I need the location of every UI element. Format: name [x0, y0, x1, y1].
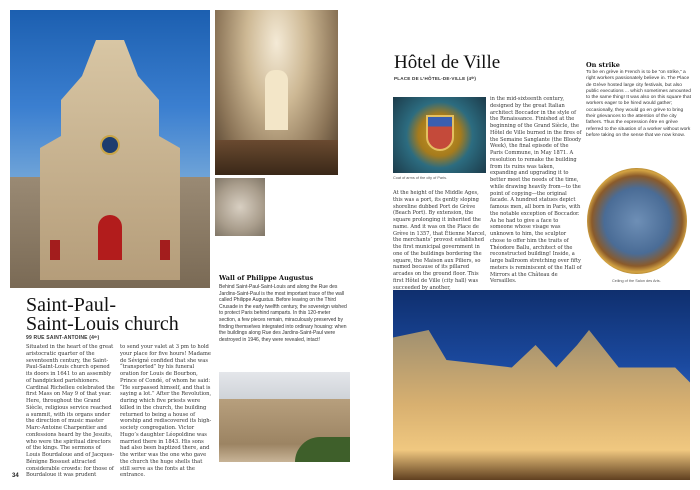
hotel-body-column-1: At the height of the Middle Ages, this was a port, its gently sloping shoreline dubbed Port de Grève (Beach Port). By extension, the square prolonging it inherited the name. And it was on the Place de Grève in 1357, that Étienne Marcel, the merchants’ provost established the first municipal government in one of the buildings bordering the square, the Maison aux Piliers, so named because of its pillared arcades on the ground floor. This first Hôtel de Ville (city hall) was succeeded by another, [393, 190, 487, 291]
page-number: 34 [12, 473, 19, 479]
church-interior-photo [215, 10, 338, 175]
ceiling-medallion-photo [587, 168, 687, 274]
strike-sidebar-text: To be en grève in French is to be “on strike,” a right workers passionately believe in. The Place de Grève hosted large city festivals, but also public executions ... which sometimes amounted to the same thing! It was also on this square that workers eager to be hired would gather; occasionally, they would go en grève to bring their grievances to the attention of the city fathers. Thus the expression être en grève referred to the situation of a worker without work before taking on the sense that we now know. [586, 70, 691, 138]
ceiling-caption: Ceiling of the Salon des Arts. [612, 279, 661, 283]
medieval-wall-photo [219, 372, 350, 462]
church-facade-photo [10, 10, 210, 288]
hotel-de-ville-night-photo [393, 290, 690, 480]
body-column-1: Situated in the heart of the great aristocratic quarter of the seventeenth century, the Saint-Paul-Saint-Louis church opened its doors in 1641 to an assembly of handpicked parishioners. Cardinal Richelieu celebrated the first Mass on May 9 of that year. Here, throughout the Grand Siècle, religious service reached a summit, with its organs under the direction of music master Marc-Antoine Charpentier and confessions heard by the Jesuits, who were the spiritual directors of the kings. The sermons of Louis Bourdaloue and of Jacques-Bénigne Bossuet attracted considerable crowds: for those of Bourdaloue it was prudent [26, 344, 115, 479]
sculpture-photo [215, 178, 265, 236]
title-line-2: Saint-Louis church [26, 313, 179, 335]
sidebar-title: Wall of Philippe Augustus [219, 274, 314, 282]
hotel-body-column-2: in the mid-sixteenth century, designed by the great Italian architect Boccador in the style of the Renaissance. Finished at the beginning of the Grand Siècle, the Hôtel de Ville burned in the fires of the Semaine Sanglante (the Bloody Week), the final episode of the Paris Commune, in May 1871. A resolution to remake the building from its ruins was taken, expanding and upgrading it to better meet the needs of the time, while drawing heavily from—to the point of copying—the original facade. A hundred statues depict famous men, all born in Paris, with the notable exception of Boccador. As he had to give a face to someone whose visage was unknown to him, the sculptor chose to offer him the traits of Théodore Ballu, architect of the reconstructed building! Inside, a large ballroom stretching over fifty meters is reminiscent of the Hall of Mirrors at the Château de Versailles. [490, 96, 582, 285]
coat-caption: Coat of arms of the city of Paris. [393, 176, 448, 180]
sidebar-text: Behind Saint-Paul-Saint-Louis and along the Rue des Jardins-Saint-Paul is the most important trace of the wall called Philippe Augustus. Before leaving on the Third Crusade in the early twelfth century, the sovereign wished to protect Paris behind ramparts. In this 120-meter section, a few pieces remain, miraculously preserved by finding themselves integrated into ordinary housing: when the buildings along Rue des Jardins-Saint-Paul were destroyed in 1946, they were revealed, intact! [219, 284, 347, 343]
title-line-1: Saint-Paul- [26, 294, 116, 316]
address: 99 RUE SAINT-ANTOINE (4ᵗʰ) [26, 335, 100, 341]
coat-of-arms-photo [393, 97, 486, 173]
body-column-2: to send your valet at 3 pm to hold your place for five hours! Madame de Sévigné confided that she was “transported” by his funeral oration for Louis de Bourbon, Prince of Condé, of whom he said: “He surpassed himself, and that is saying a lot.” After the Revolution, during which five priests were killed in the church, the building returned to being a house of worship and rediscovered its high-society congregation. Victor Hugo’s daughter Léopoldine was married there in 1843. His sons had also been baptized there, and the writer was the one who gave the church the huge shells that still serve as the fonts at the entrance. [120, 344, 212, 479]
hotel-title: Hôtel de Ville [394, 52, 501, 73]
strike-sidebar-title: On strike [586, 61, 620, 69]
page-title [26, 296, 179, 334]
hotel-address: PLACE DE L’HÔTEL-DE-VILLE (4ᵗʰ) [394, 76, 477, 81]
